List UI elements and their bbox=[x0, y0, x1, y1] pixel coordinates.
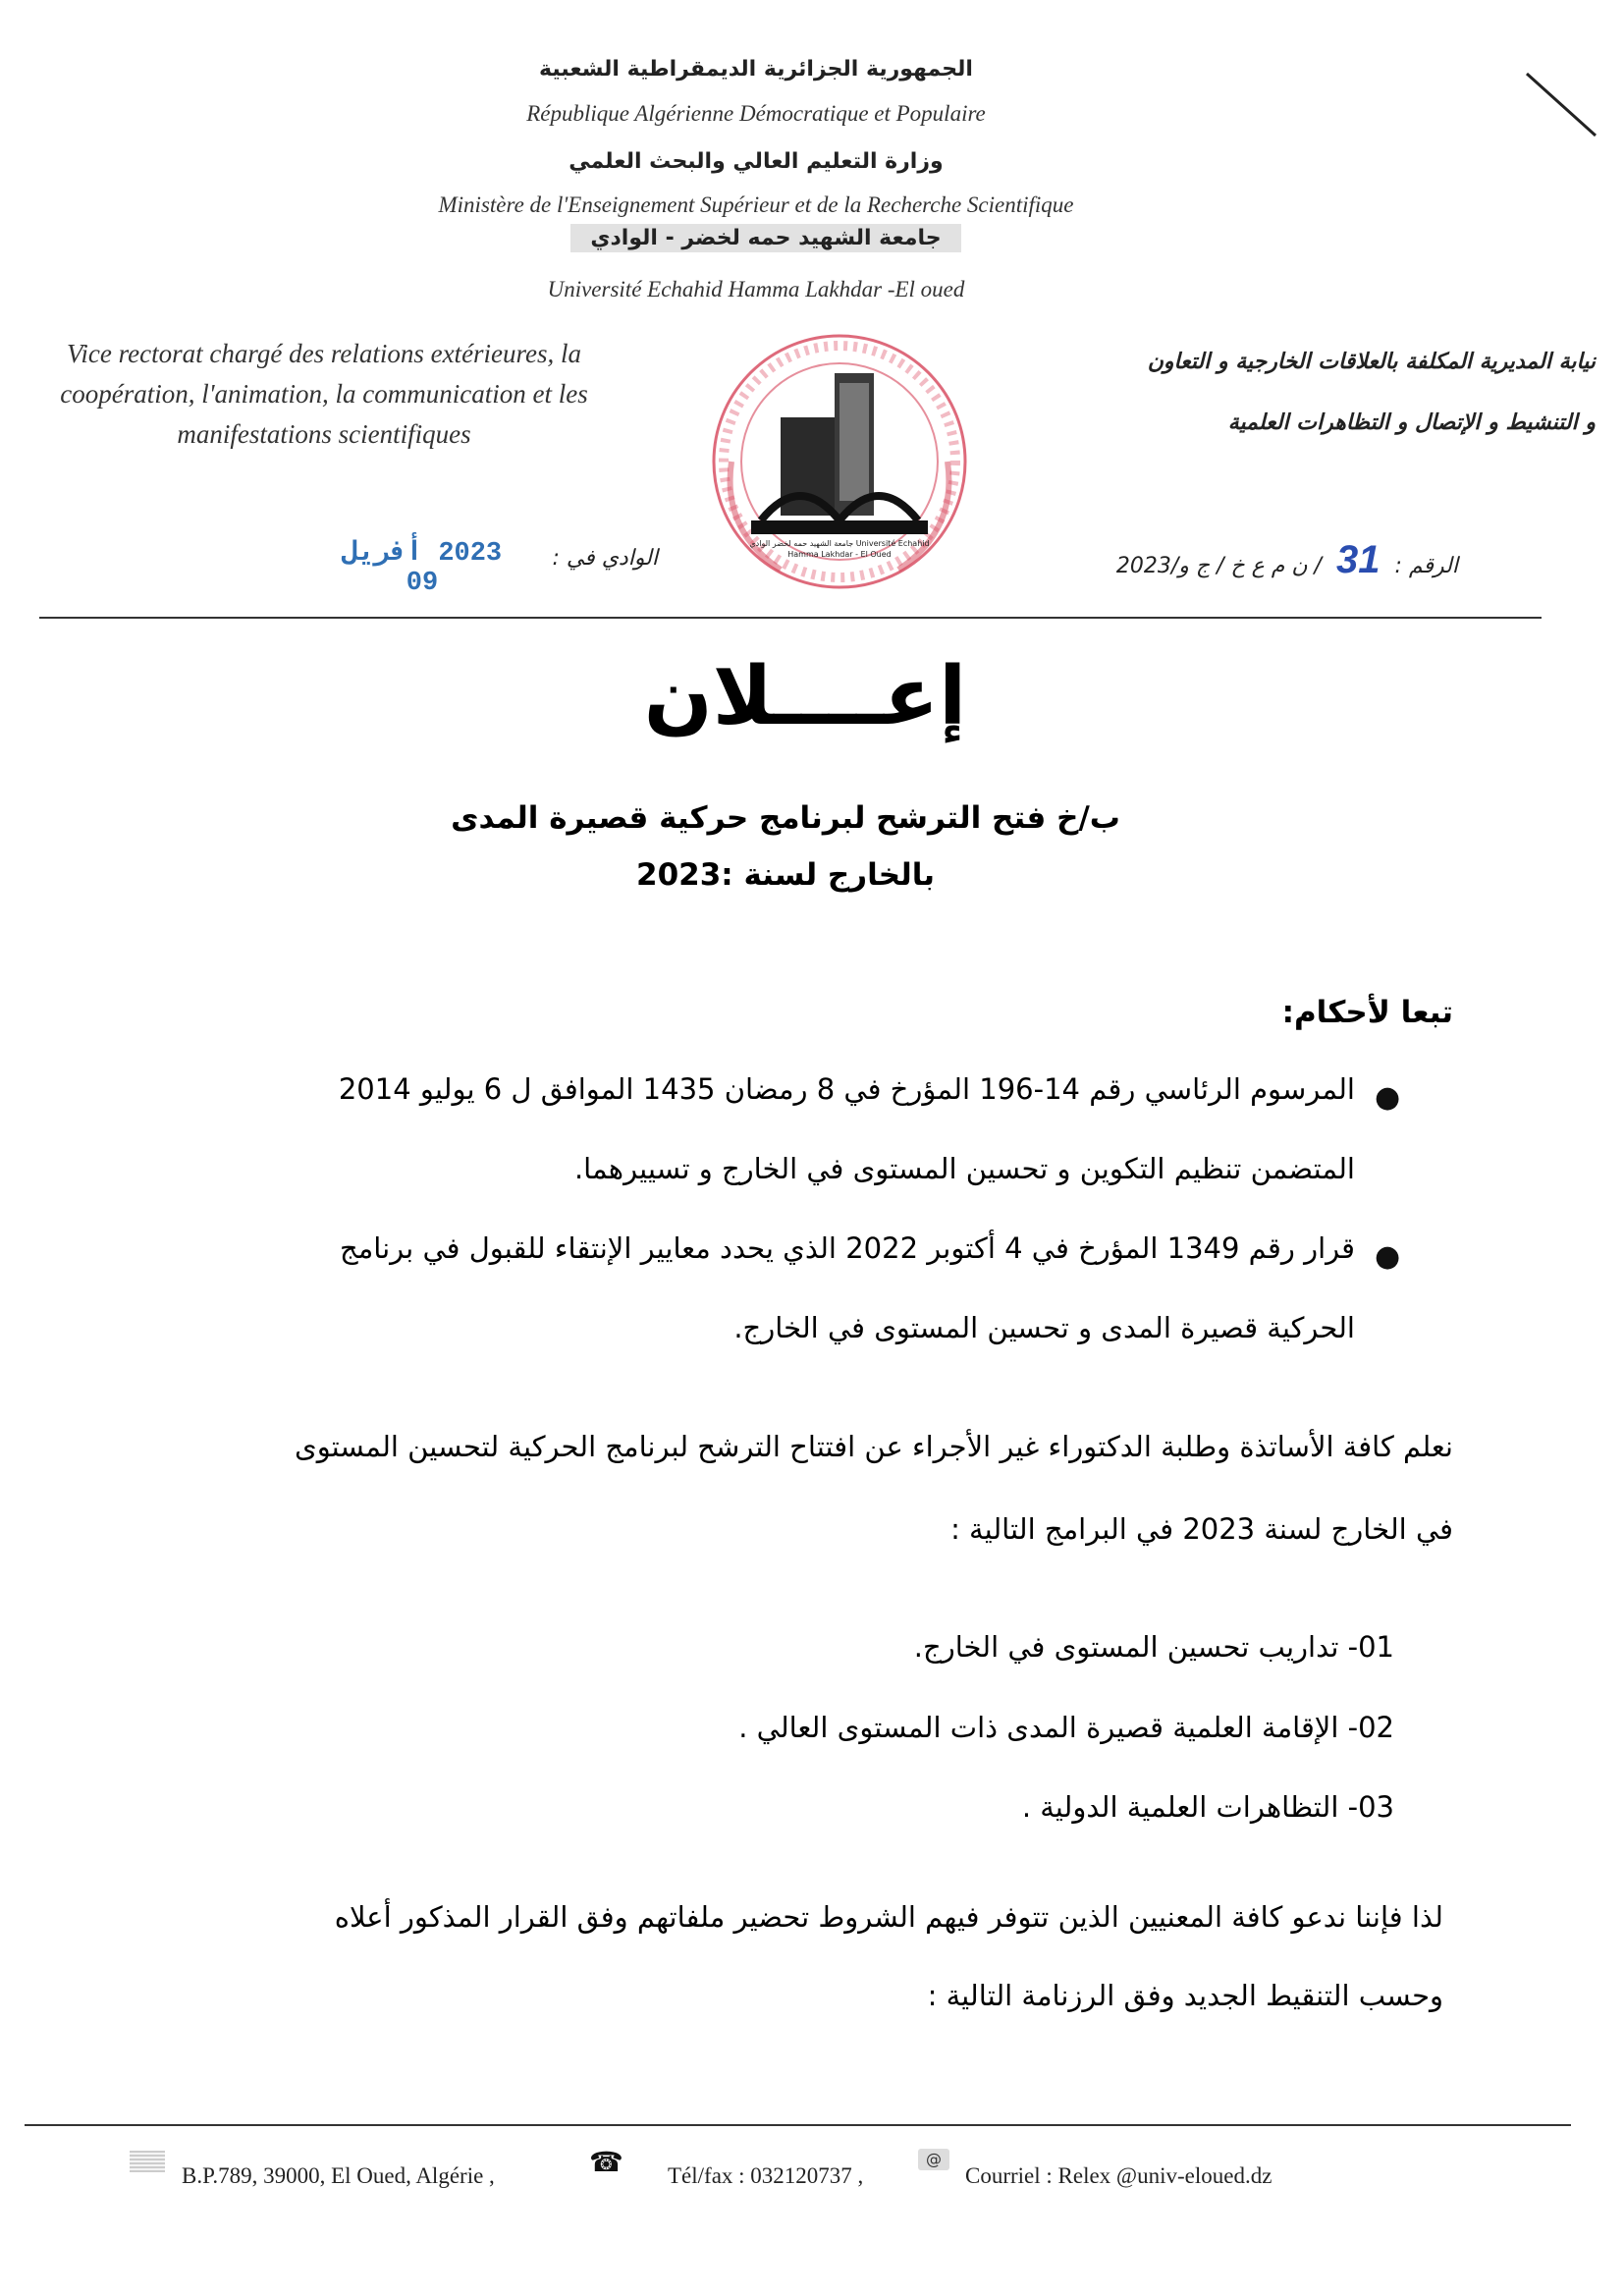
pursuant-heading: تبعا لأحكام: bbox=[1281, 995, 1453, 1030]
university-ar: جامعة الشهيد حمه لخضر - الوادي bbox=[570, 224, 960, 252]
telephone-icon: ☎ bbox=[589, 2146, 623, 2178]
footer-rule bbox=[25, 2124, 1571, 2126]
vice-ar-line1: نيابة المديرية المكلفة بالعلاقات الخارجية و التعاون bbox=[1147, 350, 1596, 374]
invite-line1: لذا فإننا ندعو كافة المعنيين الذين تتوفر فيهم الشروط تحضير ملفاتهم وفق القرار المذكور أعلاه bbox=[334, 1900, 1443, 1934]
email-icon: @ bbox=[918, 2149, 949, 2170]
republic-ar: الجمهورية الجزائرية الديمقراطية الشعبية bbox=[539, 57, 973, 82]
subtitle-line1: ب/خ فتح الترشح لبرنامج حركية قصيرة المدى bbox=[451, 800, 1120, 836]
bullet-2-line1: قرار رقم 1349 المؤرخ في 4 أكتوبر 2022 الذي يحدد معايير الإنتقاء للقبول في برنامج bbox=[340, 1231, 1355, 1265]
announcement-title: إعــــلان bbox=[643, 650, 967, 743]
date-label: الوادي في : bbox=[552, 546, 658, 571]
vice-ar-line2: و التنشيط و الإتصال و التظاهرات العلمية bbox=[1227, 410, 1596, 435]
building-icon bbox=[751, 373, 928, 534]
address-icon bbox=[130, 2151, 165, 2172]
notice-line1: نعلم كافة الأساتذة وطلبة الدكتوراء غير الأجراء عن افتتاح الترشح لبرنامج الحركية لتحسين المستوى bbox=[295, 1430, 1453, 1463]
ref-suffix: / ن م ع خ / ج و/2023 bbox=[1115, 554, 1322, 578]
university-fr: Université Echahid Hamma Lakhdar -El oued bbox=[547, 277, 965, 301]
vice-rectorat-fr: Vice rectorat chargé des relations extérieures, la coopération, l'animation, la communication et les manifestations scientifiques bbox=[60, 339, 588, 449]
date-value: 2023 أفريل 09 bbox=[342, 539, 503, 598]
header-rule bbox=[39, 617, 1542, 619]
footer-address: B.P.789, 39000, El Oued, Algérie , bbox=[182, 2163, 495, 2188]
subtitle-line2: بالخارج لسنة :2023 bbox=[636, 857, 935, 893]
ministry-fr: Ministère de l'Enseignement Supérieur et de la Recherche Scientifique bbox=[438, 192, 1074, 217]
program-1: 01- تداريب تحسين المستوى في الخارج. bbox=[913, 1630, 1394, 1664]
ministry-ar: وزارة التعليم العالي والبحث العلمي bbox=[568, 149, 944, 174]
scan-mark bbox=[1522, 69, 1600, 142]
reference-line bbox=[1060, 538, 1458, 582]
bullet-2-dot: ● bbox=[1375, 1239, 1401, 1274]
program-2: 02- الإقامة العلمية قصيرة المدى ذات المستوى العالي . bbox=[738, 1711, 1394, 1744]
bullet-1-line1: المرسوم الرئاسي رقم 14-196 المؤرخ في 8 رمضان 1435 الموافق ل 6 يوليو 2014 bbox=[338, 1072, 1355, 1106]
ref-label: الرقم : bbox=[1394, 554, 1458, 578]
footer-email: Courriel : Relex @univ-eloued.dz bbox=[965, 2163, 1272, 2188]
bullet-1-dot: ● bbox=[1375, 1080, 1401, 1115]
notice-line2: في الخارج لسنة 2023 في البرامج التالية : bbox=[950, 1512, 1453, 1546]
footer-phone: Tél/fax : 032120737 , bbox=[668, 2163, 864, 2188]
bullet-2-line2: الحركية قصيرة المدى و تحسين المستوى في الخارج. bbox=[733, 1311, 1355, 1344]
ref-number: 31 bbox=[1335, 538, 1380, 581]
program-3: 03- التظاهرات العلمية الدولية . bbox=[1021, 1790, 1394, 1824]
vice-rectorat-ar bbox=[943, 332, 1596, 454]
invite-line2: وحسب التنقيط الجديد وفق الرزنامة التالية : bbox=[927, 1979, 1443, 2012]
bullet-1-line2: المتضمن تنظيم التكوين و تحسين المستوى في الخارج و تسييرهما. bbox=[573, 1152, 1355, 1185]
republic-fr: République Algérienne Démocratique et Populaire bbox=[526, 101, 986, 126]
stamp-text: جامعة الشهيد حمه لخضر الوادي Université Echahid Hamma Lakhdar - El Oued bbox=[749, 539, 930, 559]
university-stamp bbox=[692, 324, 987, 599]
